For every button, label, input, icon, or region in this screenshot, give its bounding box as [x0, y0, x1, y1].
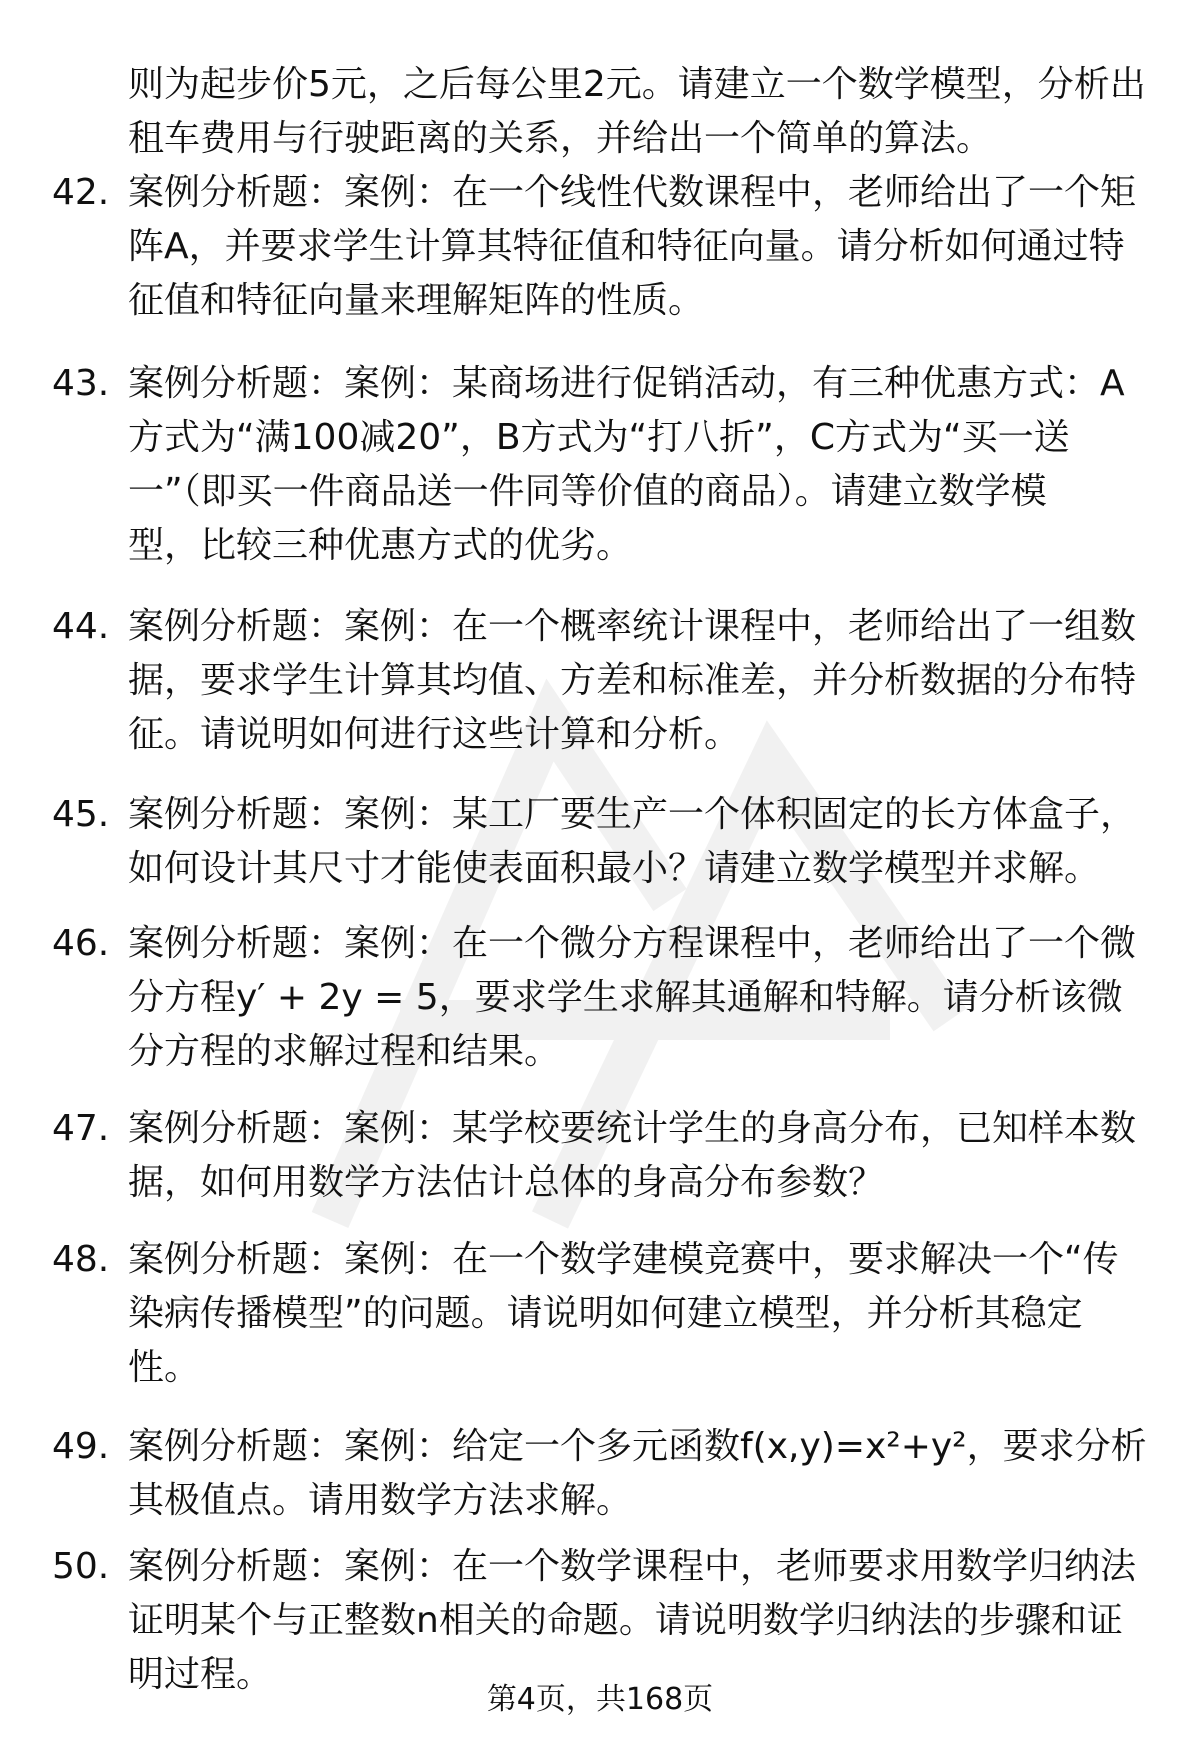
question-line: 证明某个与正整数n相关的命题。请说明数学归纳法的步骤和证: [128, 1600, 1123, 1641]
question-text: [128, 1420, 1148, 1528]
question-line: 案例分析题：案例：在一个数学课程中，老师要求用数学归纳法: [128, 1546, 1137, 1587]
question-line: 据，要求学生计算其均值、方差和标准差，并分析数据的分布特: [128, 660, 1137, 701]
question-text: [128, 600, 1148, 762]
question-line: 一”（即买一件商品送一件同等价值的商品）。请建立数学模: [128, 471, 1047, 512]
question-line: 方式为“满100减20”，B方式为“打八折”，C方式为“买一送: [128, 417, 1070, 458]
question-line: 据，如何用数学方法估计总体的身高分布参数？: [128, 1162, 885, 1203]
question-line: 案例分析题：案例：某学校要统计学生的身高分布，已知样本数: [128, 1108, 1137, 1149]
question-line: 明过程。: [128, 1654, 273, 1695]
question-line: 分方程y′ + 2y = 5，要求学生求解其通解和特解。请分析该微: [128, 977, 1123, 1018]
question-number: 49.: [52, 1426, 110, 1467]
question-text: [128, 788, 1148, 896]
question-number: 47.: [52, 1108, 110, 1149]
question-text: [128, 917, 1148, 1079]
question-number: 42.: [52, 172, 110, 213]
question-number: 50.: [52, 1546, 110, 1587]
question-number: 45.: [52, 794, 110, 835]
question-line: 征值和特征向量来理解矩阵的性质。: [128, 280, 705, 321]
question-text: [128, 166, 1148, 328]
question-line: 其极值点。请用数学方法求解。: [128, 1480, 633, 1521]
question-line: 分方程的求解过程和结果。: [128, 1031, 561, 1072]
question-number: 43.: [52, 363, 110, 404]
question-number: 48.: [52, 1239, 110, 1280]
question-line: 型，比较三种优惠方式的优劣。: [128, 525, 633, 566]
question-line: 如何设计其尺寸才能使表面积最小？请建立数学模型并求解。: [128, 848, 1101, 889]
intro-line: 租车费用与行驶距离的关系，并给出一个简单的算法。: [128, 118, 993, 159]
question-line: 案例分析题：案例：某工厂要生产一个体积固定的长方体盒子，: [128, 794, 1137, 835]
intro-continuation: [128, 58, 1148, 166]
question-number: 46.: [52, 923, 110, 964]
question-line: 染病传播模型”的问题。请说明如何建立模型，并分析其稳定: [128, 1293, 1083, 1334]
question-line: 案例分析题：案例：给定一个多元函数f(x,y)=x²+y²，要求分析: [128, 1426, 1147, 1467]
question-line: 案例分析题：案例：在一个概率统计课程中，老师给出了一组数: [128, 606, 1137, 647]
page-number-footer: 第4页，共168页: [486, 1682, 714, 1717]
question-text: [128, 1540, 1148, 1702]
question-line: 阵A，并要求学生计算其特征值和特征向量。请分析如何通过特: [128, 226, 1125, 267]
question-text: [128, 1102, 1148, 1210]
question-line: 案例分析题：案例：某商场进行促销活动，有三种优惠方式：A: [128, 363, 1125, 404]
question-line: 案例分析题：案例：在一个数学建模竞赛中，要求解决一个“传: [128, 1239, 1119, 1280]
question-line: 案例分析题：案例：在一个微分方程课程中，老师给出了一个微: [128, 923, 1137, 964]
question-text: [128, 357, 1148, 573]
question-line: 性。: [128, 1347, 201, 1388]
intro-line: 则为起步价5元，之后每公里2元。请建立一个数学模型，分析出: [128, 64, 1146, 105]
question-text: [128, 1233, 1148, 1395]
question-line: 案例分析题：案例：在一个线性代数课程中，老师给出了一个矩: [128, 172, 1137, 213]
question-number: 44.: [52, 606, 110, 647]
question-line: 征。请说明如何进行这些计算和分析。: [128, 714, 741, 755]
